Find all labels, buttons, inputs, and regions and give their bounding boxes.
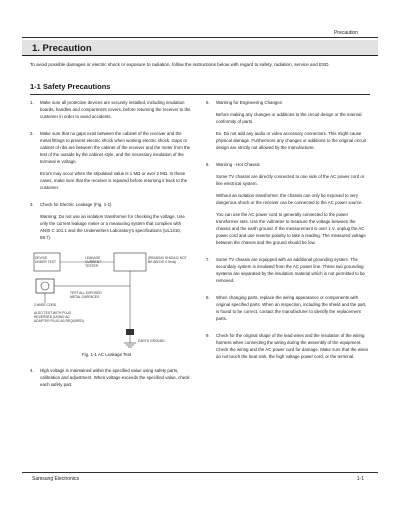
reading-label: (READING SHOULD NOT BE ABOVE 0.5mA) bbox=[148, 256, 187, 264]
subsection-rule bbox=[30, 94, 370, 95]
item-number: 7. bbox=[206, 257, 210, 262]
item-number: 9. bbox=[206, 333, 210, 338]
item-paragraph: Make sure all protective devices are securely installed, including insulation boards, handles and compartment covers, before returning the receiver to the customer in order to avoid accidents. bbox=[40, 100, 191, 119]
list-item bbox=[30, 99, 192, 125]
item-number: 5. bbox=[206, 100, 210, 105]
right-column bbox=[206, 99, 370, 370]
item-paragraph: Check for the original shape of the lead wires and the insulation of the wiring harness when connecting the wiring during the assembly of the equipment. Check the wiring and the AC power cord for damage. Make sure that the wires do not touch the heat sink, the high voltage power cord, or the terminal. bbox=[216, 333, 369, 359]
intro-paragraph: To avoid possible damages or electric shock or exposure to radiation, follow the instructions below with regard to safety, radiation, service and ESD. bbox=[30, 62, 330, 67]
test-probe-label: TEST ALL EXPOSED METAL SURFACES bbox=[70, 291, 102, 299]
footer-brand: Samsung Electronics bbox=[32, 476, 79, 482]
item-paragraph: Warning for Engineering Changes bbox=[216, 100, 282, 105]
item-paragraph: You can use the AC power cord to generally connected to the power transformer sets. Use the voltmeter to measure the voltage between the chassis and the earth ground. If the measurement is over 1 V, unplug the AC power cord and use reverse polarity to take a reading. The measured voltage between the chassis and the ground should be low. bbox=[216, 212, 366, 245]
item-paragraph: Before making any changes or additions to the circuit design or the internal conformity of parts. bbox=[216, 112, 362, 124]
leakage-test-figure bbox=[30, 251, 192, 363]
item-paragraph: Without an isolation transformer, the chassis can only be exposed to very dangerous shock or the receiver can be connected to the AC power source. bbox=[216, 193, 363, 205]
item-number: 2. bbox=[30, 131, 34, 136]
list-item bbox=[30, 130, 192, 196]
list-item bbox=[206, 256, 370, 289]
list-item bbox=[206, 161, 370, 251]
subsection-title: 1-1 Safety Precautions bbox=[30, 82, 111, 91]
earth-ground-label: EARTH GROUND bbox=[138, 339, 165, 343]
list-item bbox=[30, 367, 192, 393]
item-number: 4. bbox=[30, 368, 34, 373]
meter-label: LEAKAGE CURRENT TESTER bbox=[85, 256, 102, 268]
item-number: 6. bbox=[206, 162, 210, 167]
list-item bbox=[206, 332, 370, 365]
item-number: 1. bbox=[30, 100, 34, 105]
item-paragraph: Errors may occur when the stipulated value is 1 MΩ or over 2 MΩ. In these cases, make sure that the receiver is repaired before returning it back to the customer. bbox=[40, 171, 188, 190]
item-paragraph: High voltage is maintained within the specified value using safety parts, calibration and adjustment. When voltage exceeds the specified value, check each safety part. bbox=[40, 368, 190, 387]
item-paragraph: Check for Electric Leakage (Fig. 1-1) bbox=[40, 202, 112, 207]
page-number: 1-1 bbox=[356, 476, 364, 482]
section-title: 1. Precaution bbox=[32, 42, 92, 54]
left-column bbox=[30, 99, 192, 398]
item-paragraph: Ex. Do not add any audio or video accessory connectors. This might cause physical damage. Furthermore any changes or additions to the original circuit design are strictly not allowed by the manufacturer. bbox=[216, 131, 366, 150]
two-wire-cord-label: 2-WIRE CORD bbox=[34, 303, 57, 307]
item-paragraph: Make sure that no gaps exist between the cabinet of the receiver and the metal fittings to prevent electric shock when working electric shock. Gaps or cabinet of ribs are between the cabinet of the receiver and the meter from the test of the outside by the cabinet style, and the necessary insulation of the terminal in voltage. bbox=[40, 131, 191, 164]
header-label: Precaution bbox=[334, 30, 358, 36]
item-paragraph: When changing parts, replace the wiring appearance or components with original specified parts. When an inspection, including the shield and the part, is found to be correct, contact the manufacturer to identify the replacement parts. bbox=[216, 295, 367, 321]
section-rule bbox=[22, 55, 378, 56]
item-paragraph: Some TV chassis are equipped with an additional grounding system. The secondary system is insulated from the AC power line. These two grounding systems are separated by the insulation material which is not permitted to be removed. bbox=[216, 257, 365, 283]
item-paragraph: Warning - Hot Chassis bbox=[216, 162, 260, 167]
reverse-plug-label: ALSO TEST WITH PLUG REVERSED (USING AC ADAPTER PLUG AS REQUIRED) bbox=[34, 311, 85, 323]
item-paragraph: Warning: Do not use an isolation transformer for checking the voltage. Use only the current leakage meter or a measuring system that complies with ANSI C 101.1 and the Underwriters Laboratory's specifications (UL1410, 59.7). bbox=[40, 214, 185, 240]
item-number: 8. bbox=[206, 295, 210, 300]
device-under-test-label: DEVICE UNDER TEST bbox=[35, 256, 57, 264]
footer-rule bbox=[22, 472, 378, 473]
list-item bbox=[206, 294, 370, 327]
item-number: 3. bbox=[30, 202, 34, 207]
header-rule bbox=[22, 37, 378, 38]
figure-caption: Fig. 1-1 AC Leakage Test bbox=[82, 352, 132, 357]
list-item bbox=[206, 99, 370, 156]
list-item bbox=[30, 201, 192, 246]
item-paragraph: Some TV chassis are directly connected to one side of the AC power cord or line electrical system. bbox=[216, 174, 365, 186]
